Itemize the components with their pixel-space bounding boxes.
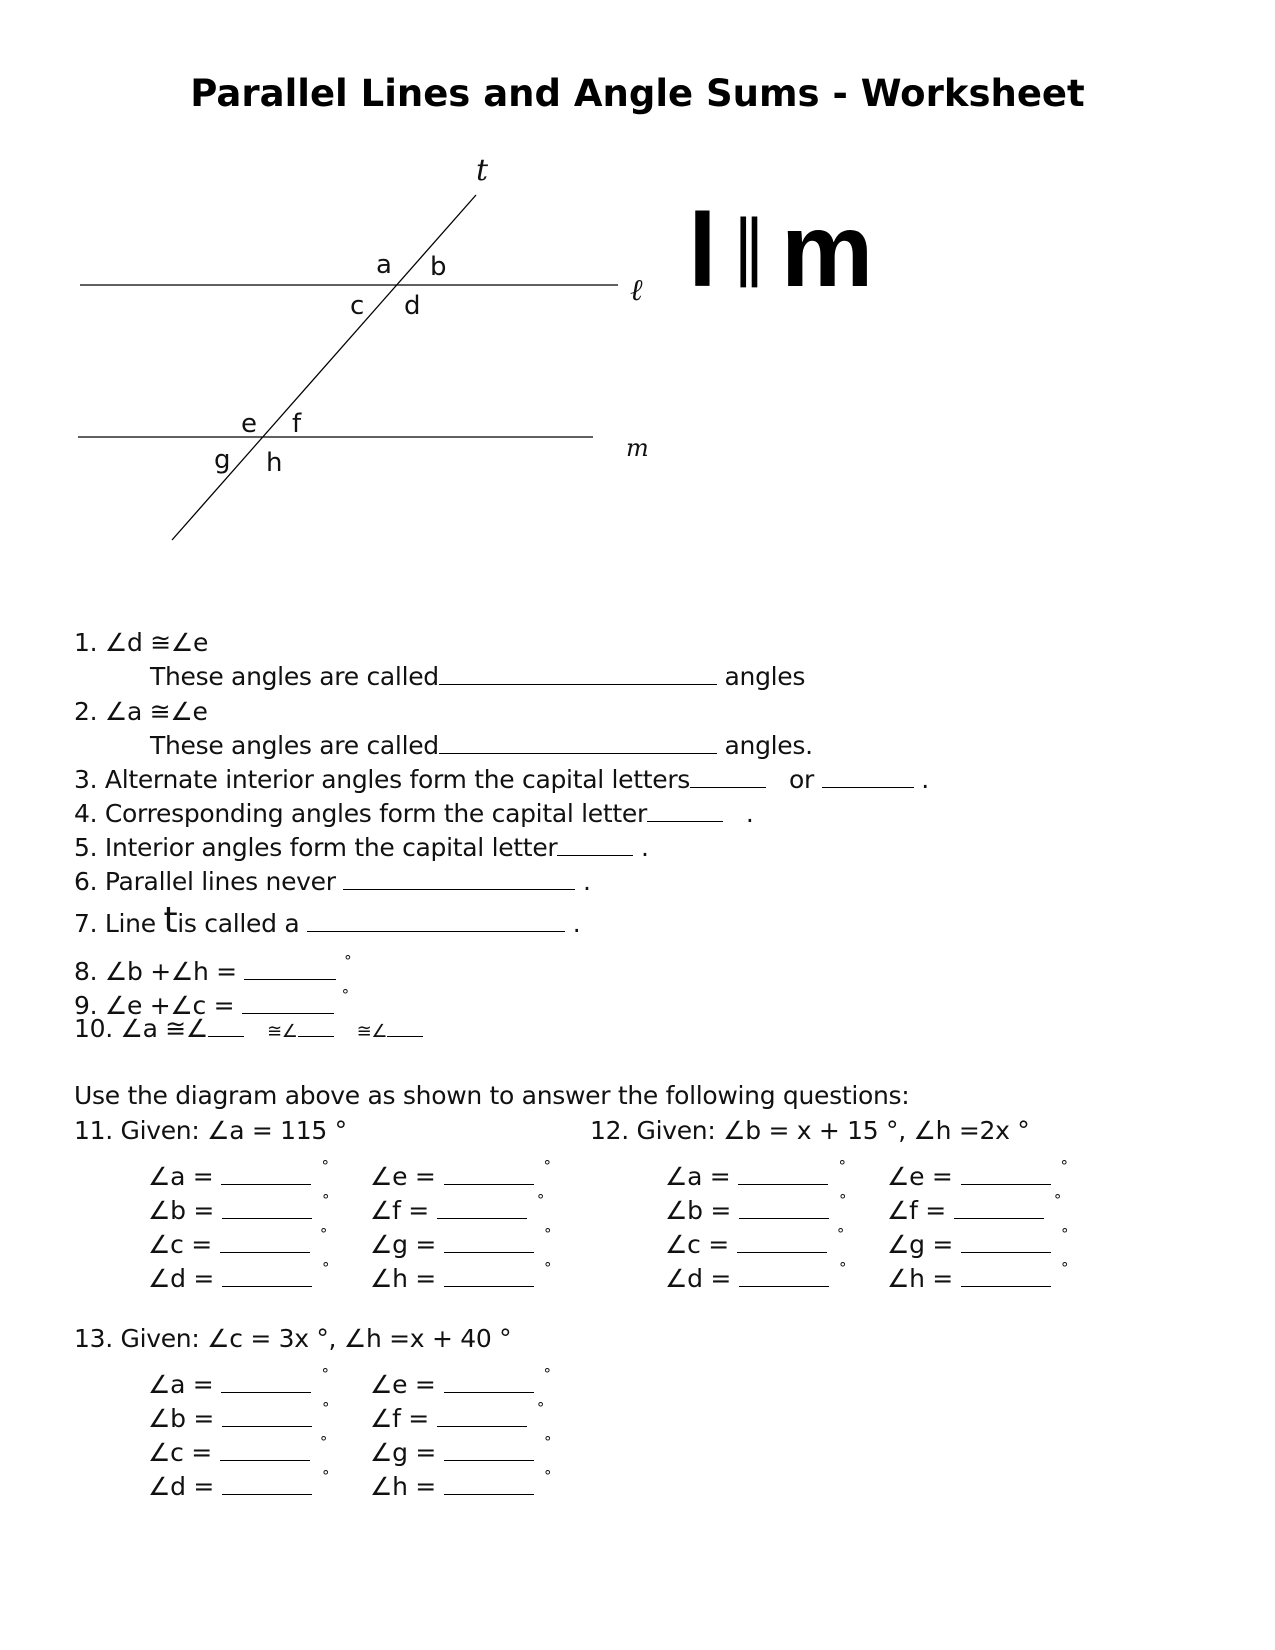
q11-angle-label: ∠d = xyxy=(148,1264,214,1293)
q13-angle-row xyxy=(370,1461,551,1502)
q13-angle-answer-blank[interactable] xyxy=(444,1438,534,1461)
q13-degree-symbol: ° xyxy=(543,1433,552,1451)
q13-angle-answer-blank[interactable] xyxy=(222,1472,312,1495)
q12-angle-answer-blank[interactable] xyxy=(954,1196,1044,1219)
angle-label-b: b xyxy=(430,252,447,282)
q13-degree-symbol: ° xyxy=(536,1399,545,1417)
q3-answer-blank-1[interactable] xyxy=(690,765,766,788)
q11-angle-answer-blank[interactable] xyxy=(444,1264,534,1287)
q10-text: 10. ∠a ≅∠ xyxy=(74,1014,209,1043)
q7-pre: 7. Line xyxy=(74,909,164,938)
q8-degree: ° xyxy=(344,952,352,970)
q4-line xyxy=(74,799,754,829)
instructions: Use the diagram above as shown to answer the following questions: xyxy=(74,1081,910,1110)
q12-angle-answer-blank[interactable] xyxy=(961,1264,1051,1287)
q11-degree-symbol: ° xyxy=(543,1225,552,1243)
q13-angle-row xyxy=(148,1461,329,1502)
q4-text: 4. Corresponding angles form the capital letter xyxy=(74,799,647,828)
q13-degree-symbol: ° xyxy=(321,1399,330,1417)
q2-lead: These angles are called xyxy=(150,731,439,760)
q11-angle-answer-blank[interactable] xyxy=(444,1162,534,1185)
q2-number: 2. xyxy=(74,697,98,726)
q11-degree-symbol: ° xyxy=(319,1225,328,1243)
q6-period: . xyxy=(583,867,591,896)
q1-expr: ∠d ≅∠e xyxy=(104,628,209,657)
angle-label-f: f xyxy=(292,409,302,439)
transversal-t xyxy=(172,195,476,540)
q11-angle-answer-blank[interactable] xyxy=(444,1230,534,1253)
q4-answer-blank[interactable] xyxy=(647,799,723,822)
q10-answer-blank-2[interactable] xyxy=(298,1014,334,1037)
q13-angle-label: ∠h = xyxy=(370,1472,436,1501)
q12-angle-row xyxy=(665,1253,846,1294)
q2-answer-blank[interactable] xyxy=(439,731,717,754)
q12-degree-symbol: ° xyxy=(838,1157,846,1175)
angle-label-g: g xyxy=(214,445,231,475)
q10-answer-blank-1[interactable] xyxy=(208,1014,244,1037)
q8-text: 8. ∠b +∠h = xyxy=(74,957,237,986)
q6-line xyxy=(74,867,591,897)
q5-answer-blank[interactable] xyxy=(557,833,633,856)
q11-angle-row xyxy=(370,1253,551,1294)
q12-angle-label: ∠e = xyxy=(887,1162,953,1191)
q12-angle-label: ∠f = xyxy=(887,1196,946,1225)
q13-degree-symbol: ° xyxy=(543,1365,551,1383)
q2-prompt xyxy=(150,731,813,761)
line-m-label: m xyxy=(626,434,649,462)
q13-angle-answer-blank[interactable] xyxy=(437,1404,527,1427)
q11-angle-label: ∠e = xyxy=(370,1162,436,1191)
q11-degree-symbol: ° xyxy=(321,1157,329,1175)
q12-angle-answer-blank[interactable] xyxy=(739,1196,829,1219)
q11-angle-answer-blank[interactable] xyxy=(437,1196,527,1219)
parallel-symbol: ∥ xyxy=(730,208,767,288)
q2-expr: ∠a ≅∠e xyxy=(104,697,208,726)
q13-angle-answer-blank[interactable] xyxy=(220,1438,310,1461)
q13-angle-answer-blank[interactable] xyxy=(444,1472,534,1495)
angle-label-e: e xyxy=(241,409,257,439)
q12-angle-label: ∠h = xyxy=(887,1264,953,1293)
parallel-right: m xyxy=(780,193,874,309)
q13-angle-label: ∠f = xyxy=(370,1404,429,1433)
transversal-label: t xyxy=(476,153,489,188)
q11-angle-label: ∠b = xyxy=(148,1196,214,1225)
q3-text: 3. Alternate interior angles form the capital letters xyxy=(74,765,691,794)
q12-angle-label: ∠g = xyxy=(887,1230,953,1259)
angle-label-d: d xyxy=(404,291,421,321)
q10-answer-blank-3[interactable] xyxy=(387,1014,423,1037)
q12-degree-symbol: ° xyxy=(1053,1191,1062,1209)
q11-given: 11. Given: ∠a = 115 ° xyxy=(74,1116,347,1145)
q12-angle-label: ∠c = xyxy=(665,1230,729,1259)
q5-period: . xyxy=(641,833,649,862)
q1-lead: These angles are called xyxy=(150,662,439,691)
q11-degree-symbol: ° xyxy=(536,1191,545,1209)
q13-degree-symbol: ° xyxy=(321,1467,330,1485)
q9-answer-blank[interactable] xyxy=(242,991,334,1014)
q11-angle-label: ∠c = xyxy=(148,1230,212,1259)
q12-angle-answer-blank[interactable] xyxy=(739,1264,829,1287)
q12-given: 12. Given: ∠b = x + 15 °, ∠h =2x ° xyxy=(590,1116,1030,1145)
q9-degree: ° xyxy=(341,986,349,1004)
q12-degree-symbol: ° xyxy=(1060,1259,1069,1277)
angle-label-h: h xyxy=(266,448,283,478)
q11-degree-symbol: ° xyxy=(321,1191,330,1209)
q11-angle-label: ∠a = xyxy=(148,1162,214,1191)
q12-degree-symbol: ° xyxy=(838,1259,847,1277)
q3-or: or xyxy=(789,765,814,794)
parallel-left: l xyxy=(688,193,717,309)
q13-angle-label: ∠a = xyxy=(148,1370,214,1399)
q13-angle-label: ∠g = xyxy=(370,1438,436,1467)
q10-cong-1: ≅∠ xyxy=(267,1021,298,1042)
q3-period: . xyxy=(921,765,929,794)
q11-angle-label: ∠g = xyxy=(370,1230,436,1259)
q3-line xyxy=(74,765,929,795)
q12-angle-answer-blank[interactable] xyxy=(737,1230,827,1253)
q12-degree-symbol: ° xyxy=(838,1191,847,1209)
q5-text: 5. Interior angles form the capital letter xyxy=(74,833,558,862)
q11-degree-symbol: ° xyxy=(321,1259,330,1277)
q11-angle-label: ∠h = xyxy=(370,1264,436,1293)
parallel-lines-diagram xyxy=(0,140,700,560)
q7-answer-blank[interactable] xyxy=(307,909,565,932)
q13-angle-answer-blank[interactable] xyxy=(444,1370,534,1393)
q11-angle-row xyxy=(148,1253,329,1294)
angle-label-c: c xyxy=(350,291,365,321)
q12-angle-label: ∠b = xyxy=(665,1196,731,1225)
q11-angle-answer-blank[interactable] xyxy=(222,1264,312,1287)
q12-angle-answer-blank[interactable] xyxy=(961,1162,1051,1185)
q7-line xyxy=(74,900,581,941)
q10-cong-2: ≅∠ xyxy=(356,1021,388,1042)
q11-angle-answer-blank[interactable] xyxy=(220,1230,310,1253)
q13-angle-label: ∠c = xyxy=(148,1438,212,1467)
angle-label-a: a xyxy=(376,250,392,280)
q13-angle-label: ∠b = xyxy=(148,1404,214,1433)
q13-angle-answer-blank[interactable] xyxy=(222,1404,312,1427)
q7-period: . xyxy=(572,909,581,938)
q6-answer-blank[interactable] xyxy=(343,867,575,890)
q2-tail: angles. xyxy=(724,731,813,760)
q13-angle-label: ∠d = xyxy=(148,1472,214,1501)
q11-angle-answer-blank[interactable] xyxy=(222,1196,312,1219)
q2-statement xyxy=(74,697,208,727)
q7-line-t: t xyxy=(163,900,178,941)
q9-text: 9. ∠e +∠c = xyxy=(74,991,235,1020)
line-l-label: ℓ xyxy=(630,273,643,308)
q5-line xyxy=(74,833,649,863)
q13-angle-label: ∠e = xyxy=(370,1370,436,1399)
q13-angle-answer-blank[interactable] xyxy=(221,1370,311,1393)
q12-degree-symbol: ° xyxy=(1060,1157,1068,1175)
q12-angle-label: ∠d = xyxy=(665,1264,731,1293)
q13-degree-symbol: ° xyxy=(321,1365,329,1383)
q1-number: 1. xyxy=(74,628,98,657)
q12-angle-row xyxy=(887,1253,1068,1294)
q12-angle-answer-blank[interactable] xyxy=(961,1230,1051,1253)
q4-period: . xyxy=(745,799,754,828)
q6-text: 6. Parallel lines never xyxy=(74,867,336,896)
worksheet-title: Parallel Lines and Angle Sums - Worksheet xyxy=(190,72,1085,115)
q11-degree-symbol: ° xyxy=(543,1259,552,1277)
q13-given: 13. Given: ∠c = 3x °, ∠h =x + 40 ° xyxy=(74,1324,512,1353)
q12-angle-label: ∠a = xyxy=(665,1162,731,1191)
q8-answer-blank[interactable] xyxy=(244,957,336,980)
q13-degree-symbol: ° xyxy=(543,1467,552,1485)
q3-answer-blank-2[interactable] xyxy=(822,765,914,788)
q11-degree-symbol: ° xyxy=(543,1157,551,1175)
q12-angle-answer-blank[interactable] xyxy=(738,1162,828,1185)
q7-post: is called a xyxy=(177,909,300,938)
q12-degree-symbol: ° xyxy=(1060,1225,1069,1243)
q13-degree-symbol: ° xyxy=(319,1433,328,1451)
q11-angle-label: ∠f = xyxy=(370,1196,429,1225)
parallel-statement xyxy=(688,193,874,309)
q1-statement xyxy=(74,628,208,658)
q12-degree-symbol: ° xyxy=(836,1225,845,1243)
q1-answer-blank[interactable] xyxy=(439,662,717,685)
q10-line xyxy=(74,1014,423,1047)
q11-angle-answer-blank[interactable] xyxy=(221,1162,311,1185)
q1-tail: angles xyxy=(724,662,806,691)
q1-prompt xyxy=(150,662,805,692)
